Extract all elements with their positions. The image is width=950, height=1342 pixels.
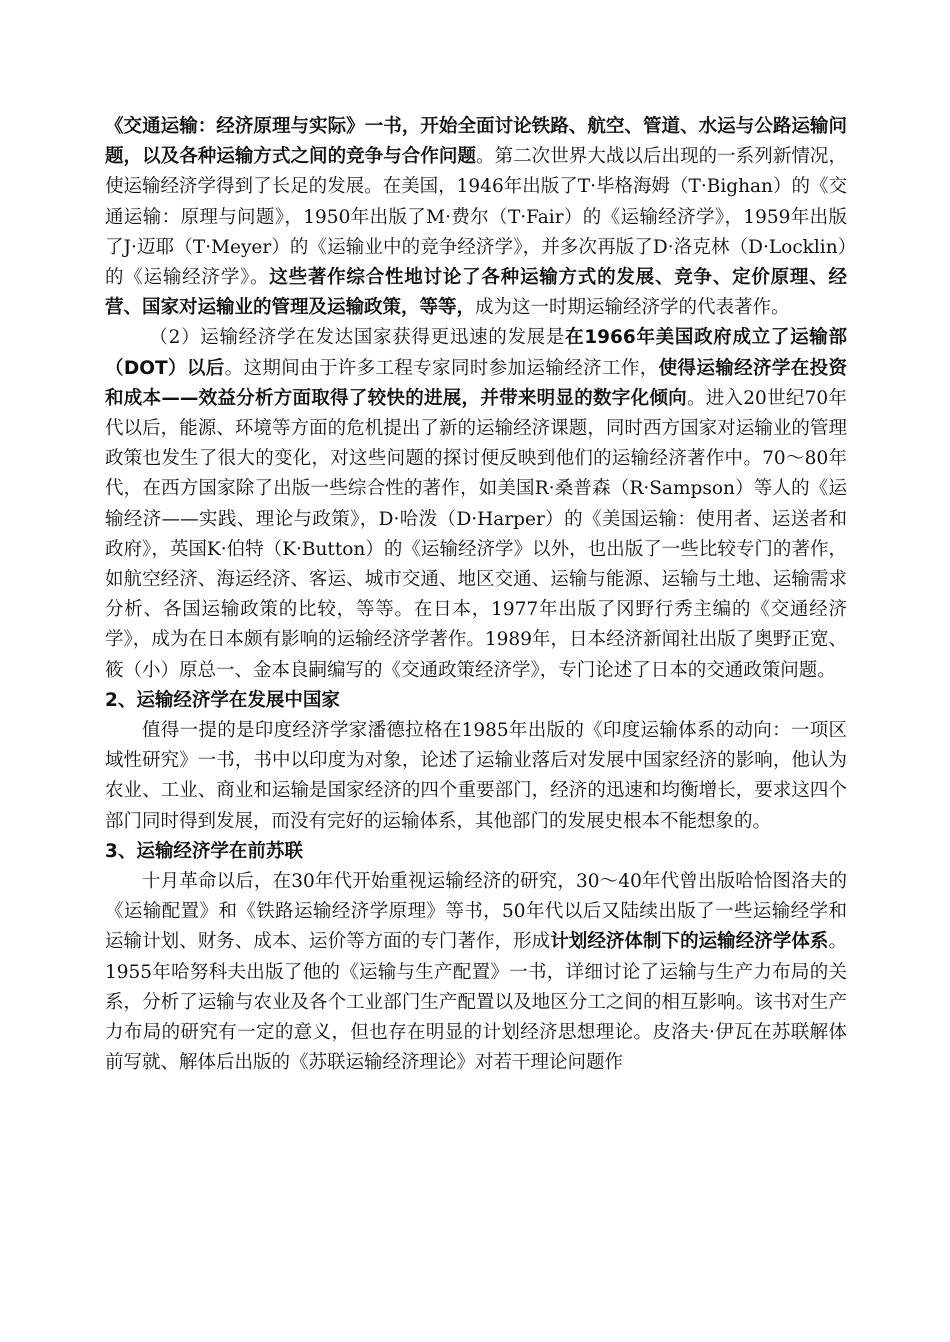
paragraph-developing-countries: [105, 716, 847, 837]
paragraph-western-works: [105, 112, 847, 323]
text-span: 。这期间由于许多工程专家同时参加运输经济工作，: [224, 357, 659, 379]
bold-span: 《交通运输：经济原理与实际》一书，开始全面讨论铁路、航空、管道、水运与公路运输问题，以及各种运输方式之间的竞争与合作问题: [105, 116, 847, 168]
text-span: 值得一提的是印度经济学家潘德拉格在1985年出版的《印度运输体系的动向：一项区域性研究》一书，书中以印度为对象，论述了运输业落后对发展中国家经济的影响，他认为农业、工业、商业和运输是国家经济的四个重要部门，经济的迅速和均衡增长，要求这四个部门同时得到发展，而没有完好的运输体系，其他部门的发展史根本不能想象的。: [105, 720, 847, 832]
document-page: [105, 112, 847, 1079]
text-span: 。1955年哈努科夫出版了他的《运输与生产配置》一书，详细讨论了运输与生产力布局的关系，分析了运输与农业及各个工业部门生产配置以及地区分工之间的相互影响。该书对生产力布局的研究有一定的意义，但也存在明显的计划经济思想理论。皮洛夫·伊瓦在苏联解体前写就、解体后出版的《苏联运输经济理论》对若干理论问题作: [105, 931, 847, 1074]
section-heading-soviet-union: 3、运输经济学在前苏联: [105, 840, 303, 862]
bold-span: 在1966年美国政府成立了运输部（DOT）以后: [105, 327, 847, 379]
paragraph-developed-countries: [105, 323, 847, 685]
paragraph-soviet-union: [105, 867, 847, 1078]
bold-span: 计划经济体制下的运输经济学体系: [550, 931, 829, 953]
text-span: 。第二次世界大战以后出现的一系列新情况，使运输经济学得到了长足的发展。在美国，1946年出版了T·毕格海姆（T·Bighan）的《交通运输：原理与问题》，1950年出版了M·费尔（T·Fair）的《运输经济学》，1959年出版了J·迈耶（T·Meyer）的《运输业中的竞争经济学》，并多次再版了D·洛克林（D·Locklin）的《运输经济学》。: [105, 146, 847, 289]
text-span: （2）运输经济学在发达国家获得更迅速的发展是: [149, 327, 566, 349]
text-span: 成为这一时期运输经济学的代表著作。: [475, 297, 790, 319]
section-heading-developing-countries: 2、运输经济学在发展中国家: [105, 689, 340, 711]
bold-span: 这些著作综合性地讨论了各种运输方式的发展、竞争、定价原理、经营、国家对运输业的管理及运输政策，等等，: [105, 267, 847, 319]
text-span: 。进入20世纪70年代以后，能源、环境等方面的危机提出了新的运输经济课题，同时西方国家对运输业的管理政策也发生了很大的变化，对这些问题的探讨便反映到他们的运输经济著作中。70～80年代，在西方国家除了出版一些综合性的著作，如美国R·桑普森（R·Sampson）等人的《运输经济——实践、理论与政策》，D·哈泼（D·Harper）的《美国运输：使用者、运送者和政府》，英国K·伯特（K·Button）的《运输经济学》以外，也出版了一些比较专门的著作，如航空经济、海运经济、客运、城市交通、地区交通、运输与能源、运输与土地、运输需求分析、各国运输政策的比较，等等。在日本，1977年出版了冈野行秀主编的《交通经济学》，成为在日本颇有影响的运输经济学著作。1989年，日本经济新闻社出版了奥野正宽、筱（小）原总一、金本良嗣编写的《交通政策经济学》，专门论述了日本的交通政策问题。: [105, 387, 847, 681]
bold-span: 使得运输经济学在投资和成本——效益分析方面取得了较快的进展，并带来明显的数字化倾向: [105, 357, 847, 409]
text-span: 十月革命以后，在30年代开始重视运输经济的研究，30～40年代曾出版哈恰图洛夫的《运输配置》和《铁路运输经济学原理》等书，50年代以后又陆续出版了一些运输经学和运输计划、财务、成本、运价等方面的专门著作，形成: [105, 871, 847, 953]
